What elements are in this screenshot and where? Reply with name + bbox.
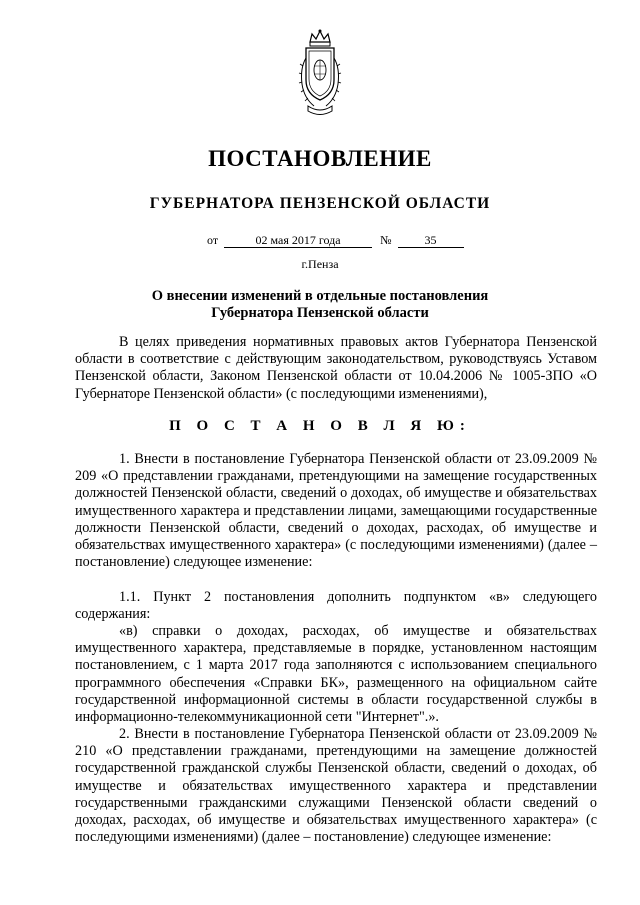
document-number: 35 <box>398 234 464 248</box>
heading-line-2: Губернатора Пензенской области <box>211 305 429 321</box>
number-prefix: № <box>380 233 392 247</box>
decree-word: П О С Т А Н О В Л Я Ю: <box>169 418 471 434</box>
heading-line-1: О внесении изменений в отдельные постановления <box>151 288 489 304</box>
item-2-paragraph: 2. Внести в постановление Губернатора Пензенской области от 23.09.2009 № 210 «О представлении гражданами, претендующими на замещение должностей государственной гражданской службы Пензенской области, сведений о доходах, об имуществе и обязательствах имущественного характера и представлении государственными гражданскими служащими Пензенской области сведений о доходах, расходах, об имуществе и обязательствах имущественного характера» (с последующими изменениями) (далее – постановление) следующее изменение: <box>75 726 597 846</box>
date-prefix: от <box>207 233 219 247</box>
date-number-line <box>207 233 464 248</box>
document-subtitle: ГУБЕРНАТОРА ПЕНЗЕНСКОЙ ОБЛАСТИ <box>149 195 491 212</box>
coat-of-arms-icon <box>296 28 344 118</box>
document-title: ПОСТАНОВЛЕНИЕ <box>208 146 432 171</box>
document-date: 02 мая 2017 года <box>224 234 372 248</box>
preamble-paragraph: В целях приведения нормативных правовых актов Губернатора Пензенской области в соответствие с действующим законодательством, руководствуясь Уставом Пензенской области, Законом Пензенской области от 10.04.2006 № 1005-ЗПО «О Губернаторе Пензенской области» (с последующими изменениями), <box>75 334 597 402</box>
item-1-paragraph: 1. Внести в постановление Губернатора Пензенской области от 23.09.2009 № 209 «О представлении гражданами, претендующими на замещение государственных должностей Пензенской области, сведений о доходах, об имуществе и обязательствах имущественного характера и представлении лицами, замещающими государственные должности Пензенской области, сведений о доходах, расходах, об имуществе и обязательствах имущественного характера» (с последующими изменениями) (далее – постановление) следующее изменение: <box>75 451 597 571</box>
item-1-1-quote: «в) справки о доходах, расходах, об имуществе и обязательствах имущественного характера, представляемые в порядке, установленном настоящим постановлением, с 1 марта 2017 года заполняются с использованием специального программного обеспечения «Справки БК», размещенного на официальном сайте государственной информационной системы в области государственной службы в информационно-телекоммуникационной сети "Интернет".». <box>75 623 597 726</box>
item-1-1-paragraph: 1.1. Пункт 2 постановления дополнить подпунктом «в» следующего содержания: <box>75 589 597 623</box>
document-heading <box>0 288 640 322</box>
city-label: г.Пенза <box>301 257 339 271</box>
